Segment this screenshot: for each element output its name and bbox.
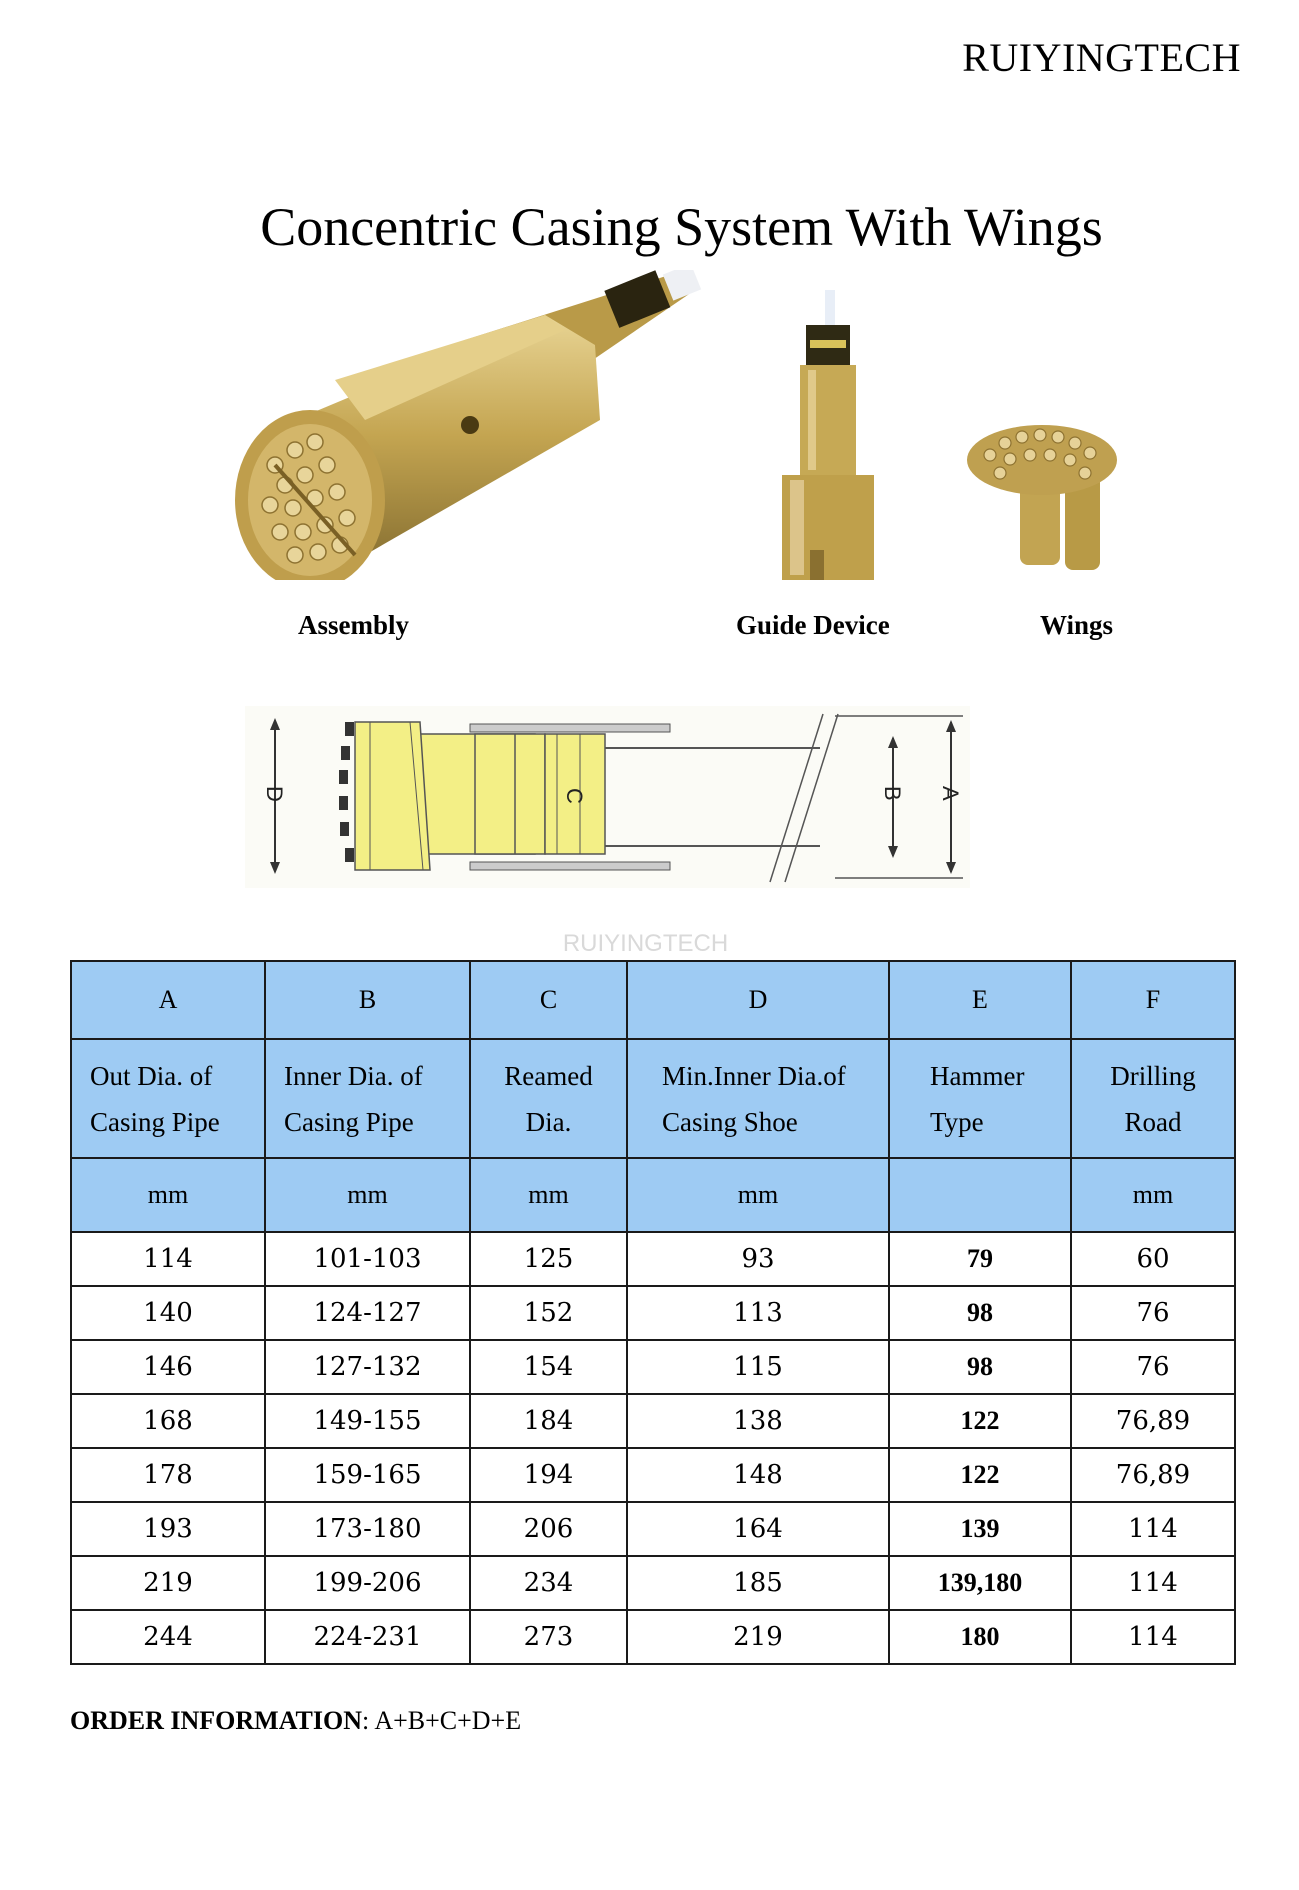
col-unit-e — [889, 1158, 1071, 1232]
table-cell: 138 — [627, 1394, 889, 1448]
table-cell: 219 — [627, 1610, 889, 1664]
header-letters-row — [71, 961, 1235, 1039]
col-name-f: Drilling Road — [1071, 1039, 1235, 1158]
caption-assembly: Assembly — [298, 610, 410, 640]
table-cell: 185 — [627, 1556, 889, 1610]
table-cell: 184 — [470, 1394, 627, 1448]
table-cell: 115 — [627, 1340, 889, 1394]
col-name-c: Reamed Dia. — [470, 1039, 627, 1158]
assembly-image — [215, 270, 705, 580]
caption-wings: Wings — [1040, 610, 1114, 640]
col-unit-b: mm — [265, 1158, 470, 1232]
table-cell: 98 — [889, 1340, 1071, 1394]
table-cell: 76,89 — [1071, 1394, 1235, 1448]
table-cell: 76,89 — [1071, 1448, 1235, 1502]
table-cell: 146 — [71, 1340, 265, 1394]
watermark: RUIYINGTECH — [562, 930, 729, 957]
table-row — [71, 1232, 1235, 1286]
table-cell: 168 — [71, 1394, 265, 1448]
table-cell: 180 — [889, 1610, 1071, 1664]
table-cell: 199-206 — [265, 1556, 470, 1610]
table-row — [71, 1340, 1235, 1394]
col-letter-e: E — [889, 961, 1071, 1039]
order-information: ORDER INFORMATION: A+B+C+D+E — [70, 1706, 522, 1735]
table-cell: 154 — [470, 1340, 627, 1394]
col-unit-d: mm — [627, 1158, 889, 1232]
table-cell: 206 — [470, 1502, 627, 1556]
col-name-e: Hammer Type — [889, 1039, 1071, 1158]
table-cell: 114 — [1071, 1502, 1235, 1556]
table-cell: 114 — [71, 1232, 265, 1286]
table-row — [71, 1502, 1235, 1556]
header-units-row — [71, 1158, 1235, 1232]
table-cell: 244 — [71, 1610, 265, 1664]
diagram-label-d: D — [262, 786, 287, 802]
table-cell: 125 — [470, 1232, 627, 1286]
table-cell: 98 — [889, 1286, 1071, 1340]
table-cell: 152 — [470, 1286, 627, 1340]
table-cell: 101-103 — [265, 1232, 470, 1286]
table-cell: 127-132 — [265, 1340, 470, 1394]
order-label: ORDER INFORMATION — [70, 1706, 363, 1735]
table-cell: 273 — [470, 1610, 627, 1664]
col-letter-f: F — [1071, 961, 1235, 1039]
table-cell: 148 — [627, 1448, 889, 1502]
table-cell: 173-180 — [265, 1502, 470, 1556]
guide-device-image — [770, 290, 890, 590]
table-cell: 114 — [1071, 1610, 1235, 1664]
col-unit-c: mm — [470, 1158, 627, 1232]
table-cell: 79 — [889, 1232, 1071, 1286]
table-cell: 139 — [889, 1502, 1071, 1556]
table-cell: 76 — [1071, 1286, 1235, 1340]
table-cell: 122 — [889, 1448, 1071, 1502]
table-row — [71, 1286, 1235, 1340]
diagram-label-c: C — [562, 788, 587, 804]
col-letter-a: A — [71, 961, 265, 1039]
col-name-a: Out Dia. of Casing Pipe — [71, 1039, 265, 1158]
table-body — [71, 1232, 1235, 1664]
table-cell: 124-127 — [265, 1286, 470, 1340]
table-cell: 159-165 — [265, 1448, 470, 1502]
dimension-diagram — [245, 706, 970, 888]
table-cell: 193 — [71, 1502, 265, 1556]
col-letter-c: C — [470, 961, 627, 1039]
table-cell: 114 — [1071, 1556, 1235, 1610]
diagram-label-a: A — [938, 786, 963, 801]
col-unit-a: mm — [71, 1158, 265, 1232]
page-title: Concentric Casing System With Wings — [260, 197, 1103, 258]
header-names-row — [71, 1039, 1235, 1158]
table-cell: 113 — [627, 1286, 889, 1340]
table-cell: 60 — [1071, 1232, 1235, 1286]
table-cell: 234 — [470, 1556, 627, 1610]
table-row — [71, 1394, 1235, 1448]
table-row — [71, 1556, 1235, 1610]
caption-guide-device: Guide Device — [736, 610, 890, 640]
table-cell: 224-231 — [265, 1610, 470, 1664]
table-row — [71, 1610, 1235, 1664]
table-cell: 194 — [470, 1448, 627, 1502]
table-cell: 139,180 — [889, 1556, 1071, 1610]
table-cell: 164 — [627, 1502, 889, 1556]
col-name-b: Inner Dia. of Casing Pipe — [265, 1039, 470, 1158]
table-cell: 93 — [627, 1232, 889, 1286]
diagram-label-b: B — [880, 786, 905, 801]
col-letter-b: B — [265, 961, 470, 1039]
col-unit-f: mm — [1071, 1158, 1235, 1232]
table-cell: 122 — [889, 1394, 1071, 1448]
table-cell: 178 — [71, 1448, 265, 1502]
table-cell: 149-155 — [265, 1394, 470, 1448]
brand-name: RUIYINGTECH — [962, 35, 1241, 80]
col-letter-d: D — [627, 961, 889, 1039]
table-cell: 76 — [1071, 1340, 1235, 1394]
table-row — [71, 1448, 1235, 1502]
wings-image — [960, 415, 1120, 575]
table-cell: 219 — [71, 1556, 265, 1610]
specification-table — [70, 960, 1236, 1665]
order-value: A+B+C+D+E — [374, 1706, 522, 1735]
table-cell: 140 — [71, 1286, 265, 1340]
col-name-d: Min.Inner Dia.of Casing Shoe — [627, 1039, 889, 1158]
